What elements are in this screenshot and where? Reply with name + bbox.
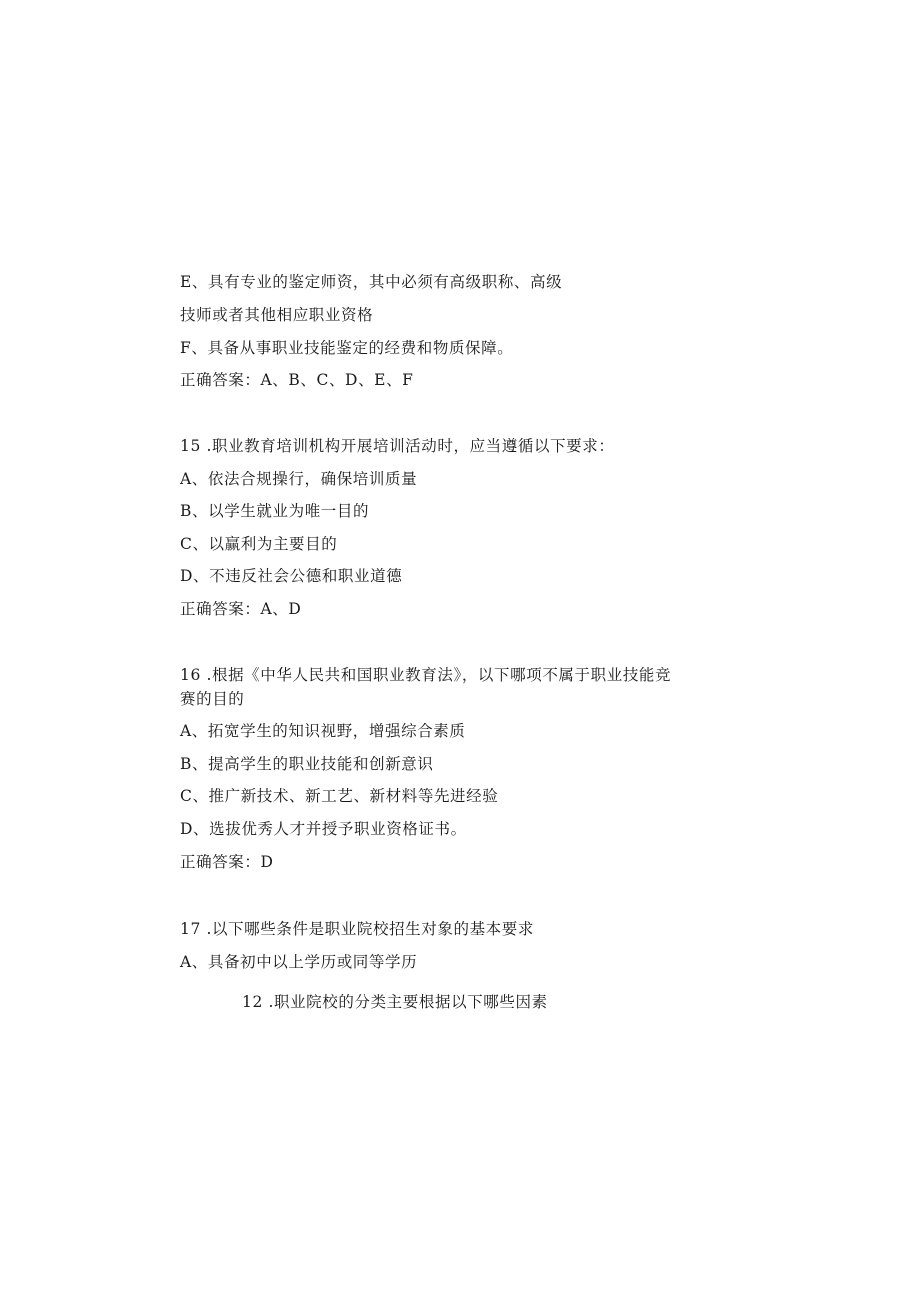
q15-answer: 正确答案：A、D [180, 600, 302, 618]
q16-question-line1: 16 .根据《中华人民共和国职业教育法》，以下哪项不属于职业技能竞 [180, 666, 672, 684]
q17-option-a: A、具备初中以上学历或同等学历 [180, 953, 418, 971]
q15-option-d: D、不违反社会公德和职业道德 [180, 567, 403, 585]
prev-option-e-line1: E、具有专业的鉴定师资，其中必须有高级职称、高级 [180, 273, 563, 291]
prev-option-f: F、具备从事职业技能鉴定的经费和物质保障。 [180, 339, 514, 357]
q16-option-d: D、选拔优秀人才并授予职业资格证书。 [180, 820, 467, 838]
q16-question-line2: 赛的目的 [180, 690, 245, 708]
q17-question: 17 .以下哪些条件是职业院校招生对象的基本要求 [180, 920, 534, 938]
q16-option-b: B、提高学生的职业技能和创新意识 [180, 755, 434, 773]
q16-answer: 正确答案：D [180, 853, 274, 871]
prev-answer: 正确答案：A、B、C、D、E、F [180, 371, 414, 389]
q16-option-c: C、推广新技术、新工艺、新材料等先进经验 [180, 787, 499, 805]
q15-option-c: C、以赢利为主要目的 [180, 535, 338, 553]
q15-option-a: A、依法合规操行，确保培训质量 [180, 470, 418, 488]
q15-option-b: B、以学生就业为唯一目的 [180, 502, 370, 520]
q16-option-a: A、拓宽学生的知识视野，增强综合素质 [180, 722, 466, 740]
q12-question: 12 .职业院校的分类主要根据以下哪些因素 [242, 993, 548, 1011]
q15-question: 15 .职业教育培训机构开展培训活动时，应当遵循以下要求： [180, 437, 615, 455]
prev-option-e-line2: 技师或者其他相应职业资格 [180, 306, 374, 324]
